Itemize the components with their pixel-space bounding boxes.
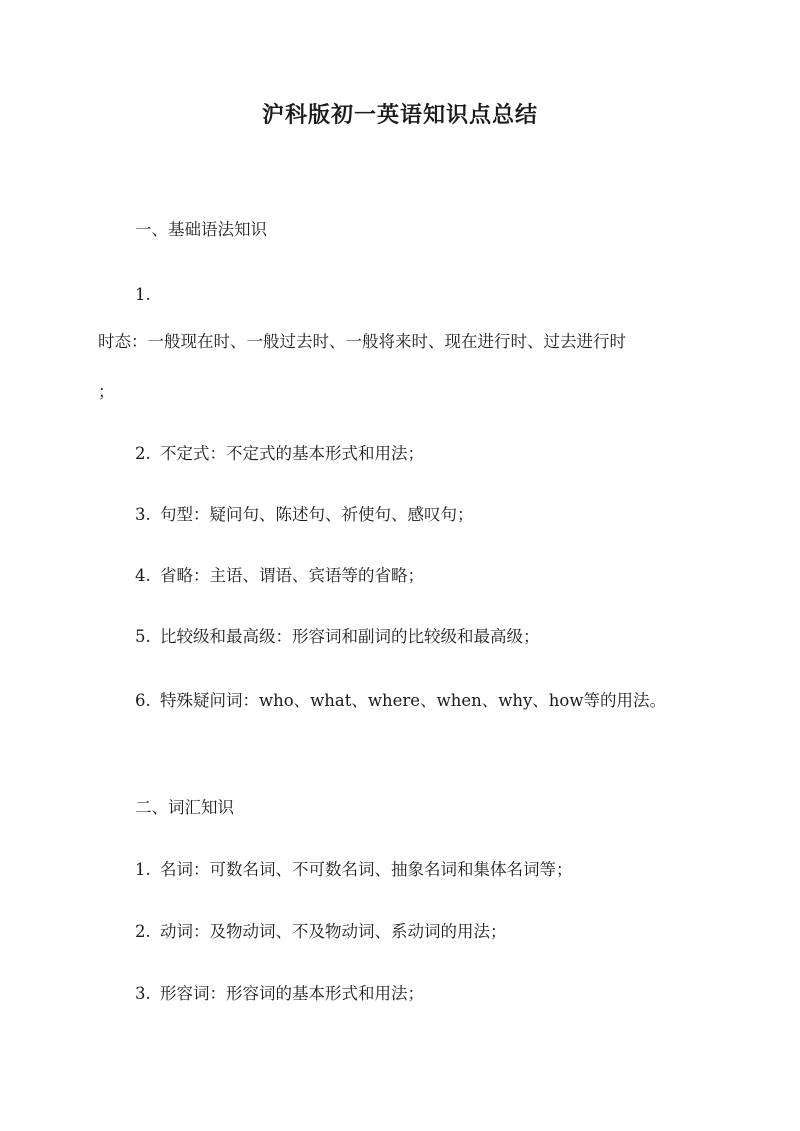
list-item-number: 6. <box>135 691 151 710</box>
list-item-number: 2. <box>135 444 151 463</box>
list-item <box>135 565 424 587</box>
list-item-number: 1. <box>135 860 151 879</box>
list-item-number: 3. <box>135 984 151 1003</box>
list-item-number: 3. <box>135 505 151 524</box>
list-item-text: 比较级和最高级：形容词和副词的比较级和最高级； <box>160 627 540 646</box>
list-item-text: 动词：及物动词、不及物动词、系动词的用法； <box>160 922 507 941</box>
list-item <box>135 859 573 881</box>
list-item-number: 1. <box>135 285 151 304</box>
list-item-text: 名词：可数名词、不可数名词、抽象名词和集体名词等； <box>160 860 573 879</box>
list-item <box>135 690 666 712</box>
list-item <box>135 921 507 943</box>
list-item <box>135 443 424 465</box>
section-heading-vocabulary: 二、词汇知识 <box>135 798 234 817</box>
list-item-text: 省略：主语、谓语、宾语等的省略； <box>160 566 424 585</box>
list-item-number: 5. <box>135 627 151 646</box>
list-item-number: 2. <box>135 922 151 941</box>
document-title: 沪科版初一英语知识点总结 <box>261 102 538 128</box>
list-item-text: 时态：一般现在时、一般过去时、一般将来时、现在进行时、过去进行时 <box>98 332 626 351</box>
list-item <box>135 983 424 1005</box>
list-item-text: 特殊疑问词：who、what、where、when、why、how等的用法。 <box>160 691 666 710</box>
list-item-text-continuation: ； <box>98 382 115 401</box>
section-heading-grammar: 一、基础语法知识 <box>135 220 267 239</box>
list-item <box>135 504 474 526</box>
list-item-text: 不定式：不定式的基本形式和用法； <box>160 444 424 463</box>
list-item-text: 形容词：形容词的基本形式和用法； <box>160 984 424 1003</box>
list-item-number: 4. <box>135 566 151 585</box>
list-item <box>135 626 540 648</box>
list-item-text: 句型：疑问句、陈述句、祈使句、感叹句； <box>160 505 474 524</box>
